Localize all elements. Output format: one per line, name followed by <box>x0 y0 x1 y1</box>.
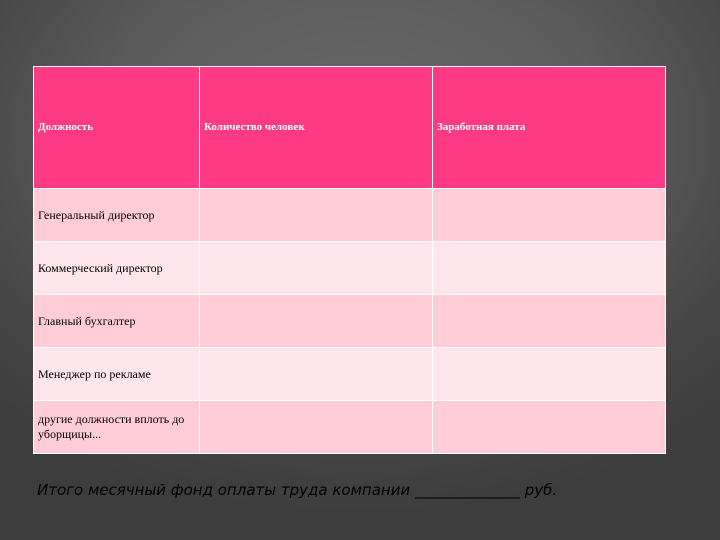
table-row <box>34 348 666 401</box>
cell-salary[interactable] <box>433 242 666 295</box>
table-header-row <box>34 67 666 189</box>
header-headcount: Количество человек <box>200 67 433 189</box>
cell-salary[interactable] <box>433 189 666 242</box>
cell-headcount[interactable] <box>200 242 433 295</box>
table-row <box>34 401 666 454</box>
cell-salary[interactable] <box>433 295 666 348</box>
cell-headcount[interactable] <box>200 295 433 348</box>
cell-salary[interactable] <box>433 348 666 401</box>
salary-table-container <box>33 66 665 453</box>
cell-position: Главный бухгалтер <box>34 295 200 348</box>
table-row <box>34 242 666 295</box>
table-row <box>34 189 666 242</box>
header-position: Должность <box>34 67 200 189</box>
cell-salary[interactable] <box>433 401 666 454</box>
cell-position: Менеджер по рекламе <box>34 348 200 401</box>
payroll-total-text: Итого месячный фонд оплаты труда компании ______________ руб. <box>37 481 558 499</box>
cell-position: Коммерческий директор <box>34 242 200 295</box>
cell-position: Генеральный директор <box>34 189 200 242</box>
cell-headcount[interactable] <box>200 189 433 242</box>
cell-headcount[interactable] <box>200 348 433 401</box>
cell-headcount[interactable] <box>200 401 433 454</box>
header-salary: Заработная плата <box>433 67 666 189</box>
salary-table <box>33 66 666 454</box>
cell-position: другие должности вплоть до уборщицы... <box>34 401 200 454</box>
table-row <box>34 295 666 348</box>
